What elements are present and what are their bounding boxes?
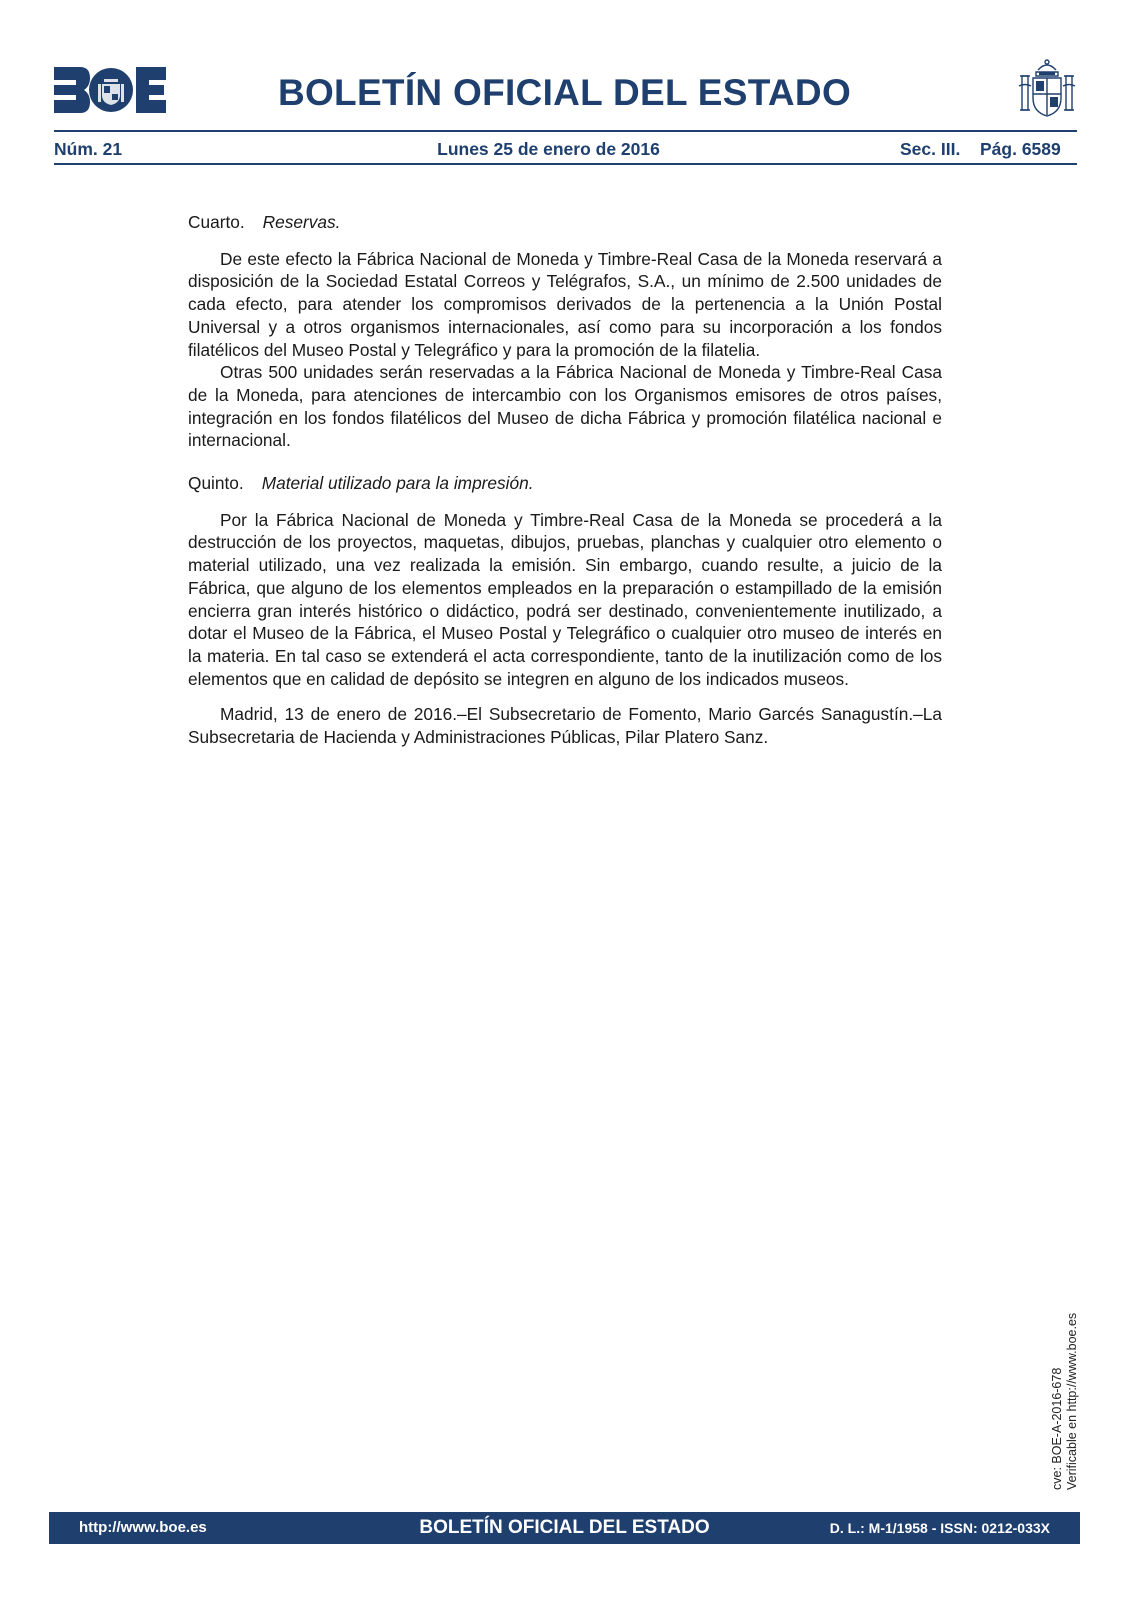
- issue-date: Lunes 25 de enero de 2016: [437, 139, 660, 159]
- header-rule-bottom: [54, 163, 1077, 165]
- section-title-reservas: Reservas.: [262, 212, 341, 232]
- document-body: [188, 211, 942, 749]
- section-title-material: Material utilizado para la impresión.: [261, 473, 534, 494]
- footer-legal: D. L.: M-1/1958 - ISSN: 0212-033X: [829, 1520, 1050, 1536]
- boe-logo: [54, 67, 166, 113]
- coat-of-arms-icon: [1018, 58, 1076, 120]
- paragraph: Otras 500 unidades serán reservadas a la Fábrica Nacional de Moneda y Timbre-Real Casa de la Moneda, para atenciones de intercambio con los Organismos emisores de otros países, integración en los fondos filatélicos del Museo de dicha Fábrica y promoción filatélica nacional e internacional.: [188, 362, 942, 451]
- issue-number: Núm. 21: [54, 139, 123, 159]
- signature: Madrid, 13 de enero de 2016.–El Subsecretario de Fomento, Mario Garcés Sanagustín.–La Subsecretaria de Hacienda y Administraciones Públicas, Pilar Platero Sanz.: [188, 704, 942, 748]
- footer-url[interactable]: http://www.boe.es: [79, 1519, 207, 1536]
- section-heading: [188, 211, 942, 234]
- section-label-cuarto: Cuarto.: [188, 212, 245, 232]
- section-heading: [188, 472, 942, 495]
- verification-note: [1050, 1230, 1080, 1490]
- section-label: Sec. III.: [900, 139, 961, 159]
- footer-bar: [49, 1512, 1080, 1544]
- cve-code: cve: BOE-A-2016-678: [1050, 1367, 1064, 1490]
- verify-link[interactable]: Verificable en http://www.boe.es: [1065, 1312, 1079, 1490]
- page-number: Pág. 6589: [980, 139, 1061, 159]
- header-rule-top: [54, 130, 1077, 132]
- footer-title: BOLETÍN OFICIAL DEL ESTADO: [419, 1517, 710, 1538]
- paragraph: De este efecto la Fábrica Nacional de Moneda y Timbre-Real Casa de la Moneda reservará a disposición de la Sociedad Estatal Correos y Telégrafos, S.A., un mínimo de 2.500 unidades de cada efecto, para atender los compromisos derivados de la pertenencia a la Unión Postal Universal y a otros organismos internacionales, así como para su incorporación a los fondos filatélicos del Museo Postal y Telegráfico y para la promoción de la filatelia.: [188, 248, 942, 360]
- masthead-title: BOLETÍN OFICIAL DEL ESTADO: [277, 72, 852, 113]
- section-label-quinto: Quinto.: [188, 473, 244, 494]
- paragraph: Por la Fábrica Nacional de Moneda y Timbre-Real Casa de la Moneda se procederá a la destrucción de los proyectos, maquetas, dibujos, pruebas, planchas y cualquier otro elemento o material utilizado, una vez realizada la emisión. Sin embargo, cuando resulte, a juicio de la Fábrica, que alguno de los elementos empleados en la preparación o estampillado de la emisión encierra gran interés histórico o didáctico, podrá ser destinado, convenientemente inutilizado, a dotar el Museo de la Fábrica, el Museo Postal y Telegráfico o cualquier otro museo de interés en la materia. En tal caso se extenderá el acta correspondiente, tanto de la inutilización como de los elementos que en calidad de depósito se integren en alguno de los indicados museos.: [188, 509, 942, 689]
